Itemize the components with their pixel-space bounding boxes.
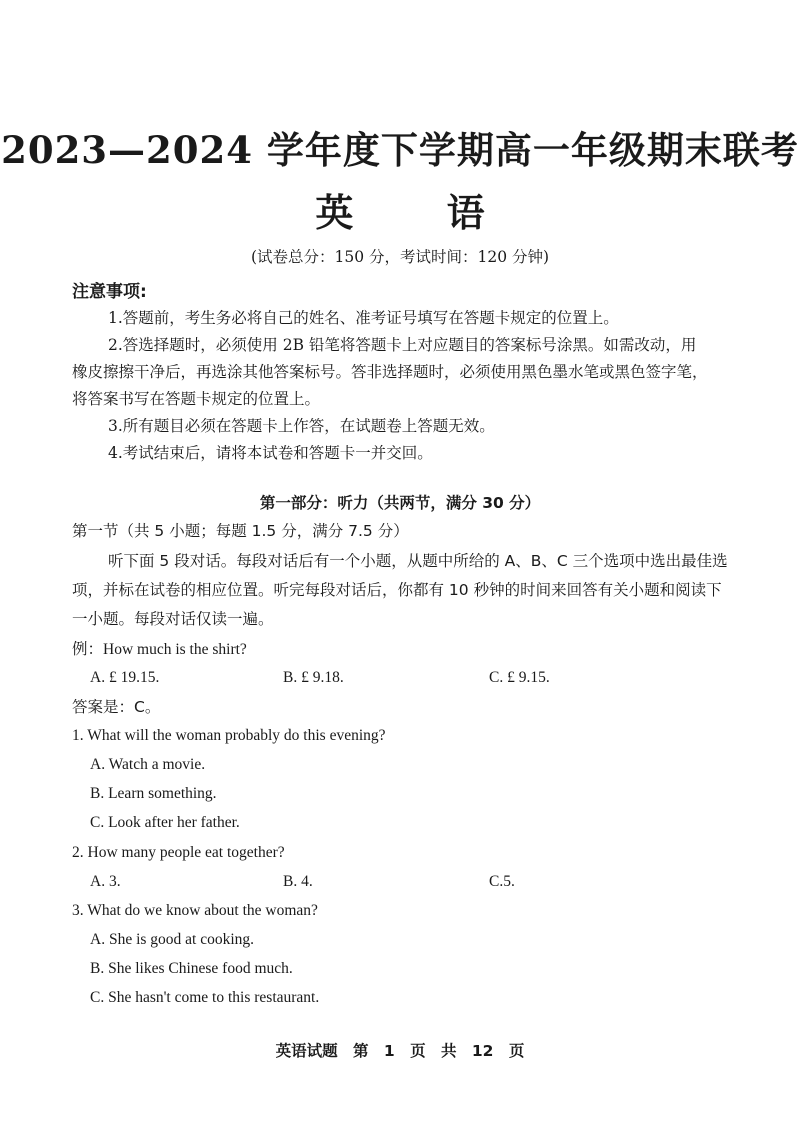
section-one-heading: 第一节（共 5 小题；每题 1.5 分，满分 7.5 分） — [72, 522, 409, 540]
question-1-stem: 1. What will the woman probably do this evening? — [72, 727, 386, 744]
question-2-stem: 2. How many people eat together? — [72, 844, 285, 861]
notice-line: 将答案书写在答题卡规定的位置上。 — [72, 390, 321, 408]
question-2-option-a: A. 3. — [90, 873, 121, 890]
exam-meta: (试卷总分：150 分，考试时间：120 分钟) — [250, 248, 550, 266]
notice-line: 橡皮擦擦干净后，再选涂其他答案标号。答非选择题时，必须使用黑色墨水笔或黑色签字笔， — [72, 363, 708, 381]
notice-heading: 注意事项: — [72, 282, 147, 302]
example-option-b: B. £ 9.18. — [283, 669, 344, 686]
example-option-c: C. £ 9.15. — [489, 669, 550, 686]
notice-line: 1.答题前，考生务必将自己的姓名、准考证号填写在答题卡规定的位置上。 — [108, 309, 619, 327]
example-prefix: 例： — [72, 640, 104, 658]
page-footer: 英语试题 第 1 页 共 12 页 — [275, 1042, 525, 1060]
part-one-heading: 第一部分：听力（共两节，满分 30 分） — [259, 494, 541, 512]
question-3-option-c: C. She hasn't come to this restaurant. — [90, 989, 320, 1006]
question-3-option-a: A. She is good at cooking. — [90, 931, 255, 948]
example-question-text: How much is the shirt? — [103, 641, 247, 658]
exam-title: 2023—2024 学年度下学期高一年级期末联考 — [1, 128, 799, 172]
question-3-option-b: B. She likes Chinese food much. — [90, 960, 293, 977]
question-1-option-a: A. Watch a movie. — [90, 756, 206, 773]
example-option-a: A. £ 19.15. — [90, 669, 160, 686]
notice-line: 4.考试结束后，请将本试卷和答题卡一并交回。 — [108, 444, 433, 462]
notice-line: 3.所有题目必须在答题卡上作答，在试题卷上答题无效。 — [108, 417, 495, 435]
instruction-line: 项，并标在试卷的相应位置。听完每段对话后，你都有 10 秒钟的时间来回答有关小题和阅读下 — [72, 581, 722, 599]
question-3-stem: 3. What do we know about the woman? — [72, 902, 318, 919]
instruction-line: 一小题。每段对话仅读一遍。 — [72, 610, 274, 628]
instruction-line: 听下面 5 段对话。每段对话后有一个小题，从题中所给的 A、B、C 三个选项中选出最佳选 — [108, 552, 728, 570]
notice-line: 2.答选择题时，必须使用 2B 铅笔将答题卡上对应题目的答案标号涂黑。如需改动，用 — [108, 336, 697, 354]
example-answer: 答案是：C。 — [72, 698, 161, 716]
example-question — [72, 636, 247, 663]
question-1-option-c: C. Look after her father. — [90, 814, 240, 831]
question-1-option-b: B. Learn something. — [90, 785, 217, 802]
subject-title: 英 语 — [315, 190, 525, 235]
question-2-option-b: B. 4. — [283, 873, 313, 890]
question-2-option-c: C.5. — [489, 873, 515, 890]
